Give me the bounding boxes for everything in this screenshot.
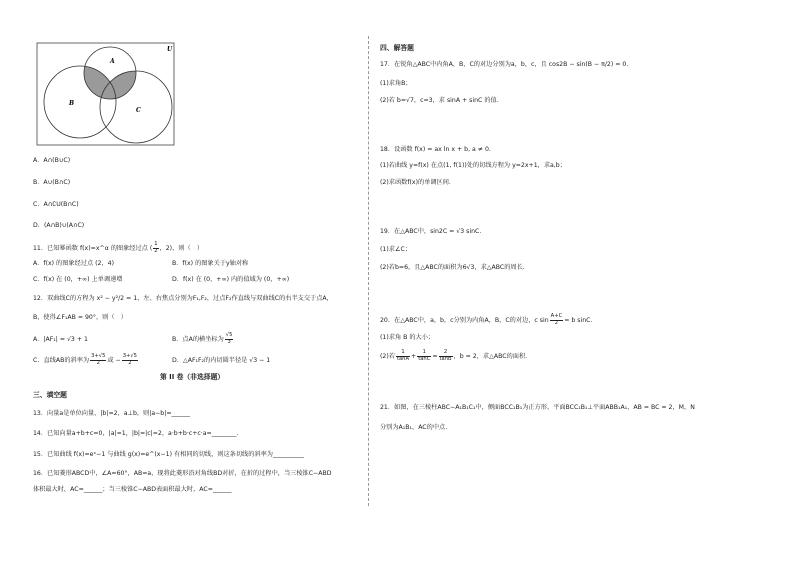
q18-line-2: (1)若曲线 y=f(x) 在点(1, f(1))处的切线方程为 y=2x+1，求a,b； — [380, 162, 566, 169]
q19-line-3: (2)若b=6，且△ABC的面积为6√3，求△ABC的周长. — [380, 264, 525, 271]
q16-line-1: 16．已知菱形ABCD中，∠A=60°，AB=a，现将此菱形沿对角线BD对折，在折的过程中，当三棱锥C−ABD — [33, 470, 332, 477]
q16-line-2: 体积最大时，AC=______；当三棱锥C−ABD表面积最大时，AC=______ — [33, 486, 232, 493]
q10-option-b: B．A∪(B∩C) — [33, 179, 71, 186]
column-divider — [368, 36, 369, 506]
q10-option-c: C．A∩∁U(B∩C) — [33, 201, 79, 208]
q11-stem: 11．已知幂函数 f(x)=x^α 的图象经过点 ( $\frac{1}{2}$ ，2)，则（ ） — [33, 241, 204, 254]
q17-line-2: (1)求角B； — [380, 80, 412, 87]
q11-stem-a: 11．已知幂函数 f(x)=x^α 的图象经过点 — [33, 245, 148, 253]
q12-option-c-fraction-1: $\frac{3+√5}{2}$ — [91, 353, 106, 366]
q20-fraction: $\frac{A+C}{2}$ — [550, 313, 563, 326]
q21-line-2: 分别为A₁B₁，AC的中点. — [380, 424, 448, 431]
q21-line-1: 21．如图，在三棱柱ABC−A₁B₁C₁中，侧面BCC₁B₁为正方形，平面BCC₁B₁⊥平面ABB₁A₁，AB = BC = 2，M，N — [380, 404, 695, 411]
q12-stem-1: 12．双曲线C的方程为 x² − y²/2 = 1，左、右焦点分别为F₁,F₂，过点F₂作直线与双曲线C的右半支交于点A， — [33, 295, 333, 302]
q12-stem-2: B，使得∠F₁AB = 90°，则（ ） — [33, 314, 127, 321]
q14: 14．已知向量a+b+c=0，|a|=1，|b|=|c|=2，a·b+b·c+c·a=________. — [33, 430, 239, 437]
q20-line-2: (1)求角 B 的大小； — [380, 334, 435, 341]
q11-option-d: D．f(x) 在 (0，+∞) 内的值域为 (0，+∞) — [172, 276, 290, 283]
q12-option-b: B．点A的横坐标为 $\frac{√5}{3}$ — [172, 332, 233, 345]
q12-option-c: C．直线AB的斜率为 $\frac{3+√5}{2}$ 或 − $\frac{3+√5}{2}$ — [33, 353, 137, 366]
section-4-heading: 四、解答题 — [380, 44, 414, 52]
q13: 13．向量a是单位向量，|b|=2，a⊥b，则|a−b|=______ — [33, 410, 191, 417]
q11-point-fraction: $\frac{1}{2}$ — [154, 241, 158, 254]
q18-line-1: 18．设函数 f(x) = ax ln x + b, a ≠ 0. — [380, 146, 491, 153]
q12-option-a: A．|AF₁| = √3 + 1 — [33, 336, 88, 343]
label-b: B — [69, 100, 75, 107]
q11-option-b: B．f(x) 的图象关于y轴对称 — [172, 260, 249, 267]
q10-option-a: A．A∩(B∪C) — [33, 157, 71, 164]
q10-option-d: D．(A∩B)∪(A∩C) — [33, 222, 85, 229]
q12-option-b-fraction: $\frac{√5}{3}$ — [225, 332, 233, 345]
q18-line-3: (2)求函数f(x)的单调区间. — [380, 179, 451, 186]
q12-option-c-fraction-2: $\frac{3+√5}{2}$ — [122, 353, 137, 366]
label-u: U — [167, 46, 173, 53]
q19-line-1: 19．在△ABC中，sin2C = √3 sinC. — [380, 228, 482, 235]
q15: 15．已知曲线 f(x)=eˣ−1 与曲线 g(x)=e^(x−1) 有相同的切线，则这条切线的斜率为__________ — [33, 451, 304, 458]
q20-line-1: 20．在△ABC中，a，b，c分别为内角A，B，C的对边，c sin $\frac{A+C}{2}$ = b sinC. — [380, 313, 593, 326]
q11-option-a: A．f(x) 的图象经过点 (2，4) — [33, 260, 115, 267]
label-c: C — [136, 107, 141, 114]
q11-option-c: C．f(x) 在 (0，+∞) 上单调递增 — [33, 276, 123, 283]
section-3-heading: 三、填空题 — [33, 391, 67, 399]
part-2-title: 第 II 卷（非选择题） — [160, 373, 225, 381]
q20-frac-2: $\frac{1}{\tan C}$ — [418, 349, 431, 362]
q20-line-3: (2)若 $\frac{1}{\tan A}$ + $\frac{1}{\tan C}$ = $\frac{2}{\tan B}$ ，b = 2，求△ABC的面积. — [380, 349, 528, 362]
label-a: A — [110, 58, 115, 65]
q17-line-1: 17．在锐角△ABC中内角A，B，C的对边分别为a，b，c，且 cos2B − sin(B − π/2) = 0. — [380, 61, 629, 68]
q20-frac-1: $\frac{1}{\tan A}$ — [396, 349, 410, 362]
q20-frac-3: $\frac{2}{\tan B}$ — [439, 349, 452, 362]
q17-line-3: (2)若 b=√7，c=3，求 sinA + sinC 的值. — [380, 97, 499, 104]
q12-option-d: D．△AF₁F₂的内切圆半径是 √3 − 1 — [172, 357, 271, 364]
q11-stem-b: ，2)，则（ ） — [159, 245, 204, 253]
q19-line-2: (1)求∠C； — [380, 246, 412, 253]
venn-diagram — [36, 42, 176, 146]
